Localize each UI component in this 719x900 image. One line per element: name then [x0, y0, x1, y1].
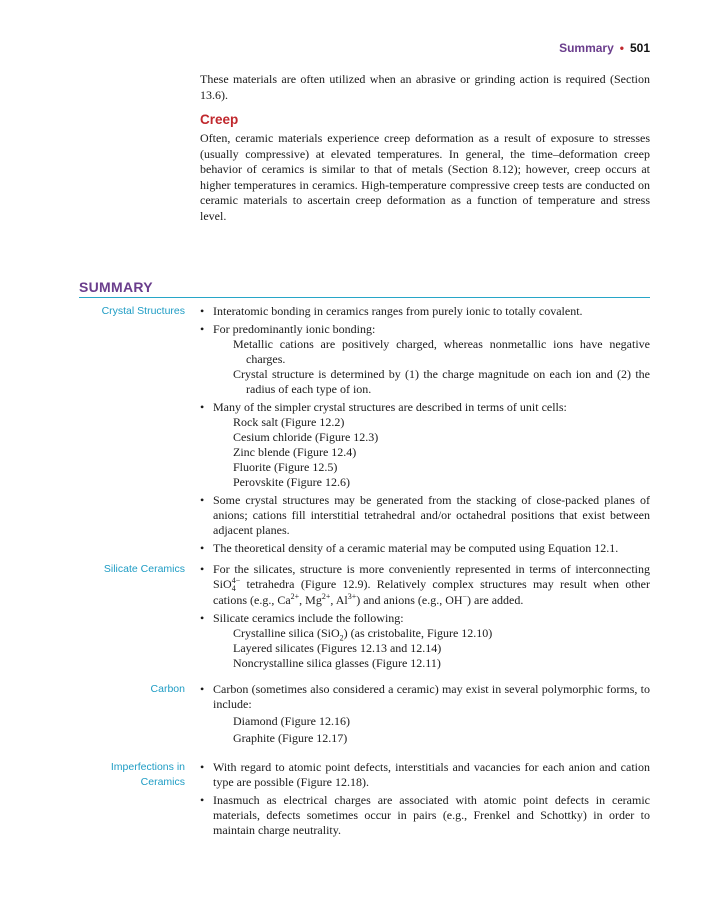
page-number: 501 [629, 41, 650, 55]
header-title: Summary [559, 41, 614, 55]
section-crystal-structures [200, 304, 650, 559]
bullet-icon: • [200, 400, 205, 414]
bullet-icon: • [200, 541, 205, 555]
section-silicate-ceramics [200, 562, 650, 674]
bullet-icon: • [200, 611, 205, 626]
list-item [200, 793, 650, 838]
bullet-text: Some crystal structures may be generated from the stacking of close-packed planes of anions; cations fill interstitial tetrahedral and/or octahedral positions that exist between adjacent planes. [213, 493, 650, 537]
bullet-text: Interatomic bonding in ceramics ranges from purely ionic to totally covalent. [213, 304, 583, 318]
side-label-line: Imperfections in [110, 761, 185, 773]
bullet-icon: • [200, 493, 205, 507]
list-item [200, 541, 650, 556]
bullet-text: For the silicates, structure is more conveniently represented in terms of interconnecting SiO 4− 4 tetrahedra (Figure 12.9). Relatively complex structures may result when other cations (e.g., $Ca^{2+}$, $Mg^{2+}$, $Al^{3+}$) and anions (e.g., OH−) are added. [213, 562, 650, 608]
list-item [200, 760, 650, 790]
section-imperfections [200, 760, 650, 841]
creep-heading: Creep [200, 112, 239, 127]
bullet-icon: • [200, 793, 205, 807]
bullet-icon: • [200, 322, 205, 336]
intro-paragraph: These materials are often utilized when an abrasive or grinding action is required (Section 13.6). [200, 72, 650, 102]
bullet-text: Inasmuch as electrical charges are associated with atomic point defects in ceramic materials, defects sometimes occur in pairs (e.g., Frenkel and Schottky) in order to maintain charge neutrality. [213, 793, 650, 837]
bullet-text: For predominantly ionic bonding: [213, 322, 376, 336]
sub-item: Graphite (Figure 12.17) [233, 731, 348, 745]
list-item [200, 322, 650, 397]
bullet-icon: • [200, 682, 205, 696]
sub-item: Metallic cations are positively charged, whereas nonmetallic ions have negative charges. [233, 337, 650, 366]
side-label-crystal-structures: Crystal Structures [101, 305, 185, 317]
creep-paragraph: Often, ceramic materials experience creep deformation as a result of exposure to stresses (usually compressive) at elevated temperatures. In general, the time–deformation creep behavior of ceramics is similar to that of metals (Section 8.12); however, creep occurs at higher temperatures in ceramics. High-temperature compressive creep tests are conducted on ceramic materials to ascertain creep deformation as a function of temperature and stress level. [200, 131, 650, 223]
side-label-imperfections [79, 760, 185, 790]
summary-divider [79, 297, 650, 298]
sub-item: Fluorite (Figure 12.5) [233, 460, 338, 474]
sub-item: Rock salt (Figure 12.2) [233, 415, 345, 429]
list-item [200, 304, 650, 319]
bullet-text: The theoretical density of a ceramic material may be computed using Equation 12.1. [213, 541, 619, 555]
list-item [200, 562, 650, 608]
running-header [559, 41, 650, 55]
sub-item: Zinc blende (Figure 12.4) [233, 445, 357, 459]
bullet-text: With regard to atomic point defects, interstitials and vacancies for each anion and cation type are possible (Figure 12.18). [213, 760, 650, 789]
list-item [200, 611, 650, 671]
bullet-text: Many of the simpler crystal structures are described in terms of unit cells: [213, 400, 567, 414]
bullet-text: Carbon (sometimes also considered a ceramic) may exist in several polymorphic forms, to include: [213, 682, 650, 711]
summary-heading: SUMMARY [79, 279, 153, 295]
sub-item: Noncrystalline silica glasses (Figure 12.11) [233, 656, 441, 671]
sub-item: Cesium chloride (Figure 12.3) [233, 430, 379, 444]
bullet-icon: • [200, 760, 205, 774]
list-item [200, 682, 650, 746]
sub-item: Perovskite (Figure 12.6) [233, 475, 350, 489]
sub-item: Layered silicates (Figures 12.13 and 12.14) [233, 641, 442, 656]
bullet-text: Silicate ceramics include the following: [213, 611, 404, 626]
bullet-icon: • [200, 562, 205, 576]
bullet-icon: • [200, 304, 205, 318]
side-label-carbon: Carbon [150, 683, 185, 695]
section-carbon [200, 682, 650, 749]
sub-item: Diamond (Figure 12.16) [233, 714, 350, 728]
list-item [200, 493, 650, 538]
sub-item: Crystal structure is determined by (1) the charge magnitude on each ion and (2) the radius of each type of ion. [233, 367, 650, 396]
sub-item: Crystalline silica (SiO$_2$) (as cristobalite, Figure 12.10) [233, 626, 493, 643]
side-label-silicate-ceramics: Silicate Ceramics [103, 563, 185, 575]
header-separator: • [619, 41, 624, 55]
list-item [200, 400, 650, 490]
side-label-line: Ceramics [140, 776, 185, 788]
